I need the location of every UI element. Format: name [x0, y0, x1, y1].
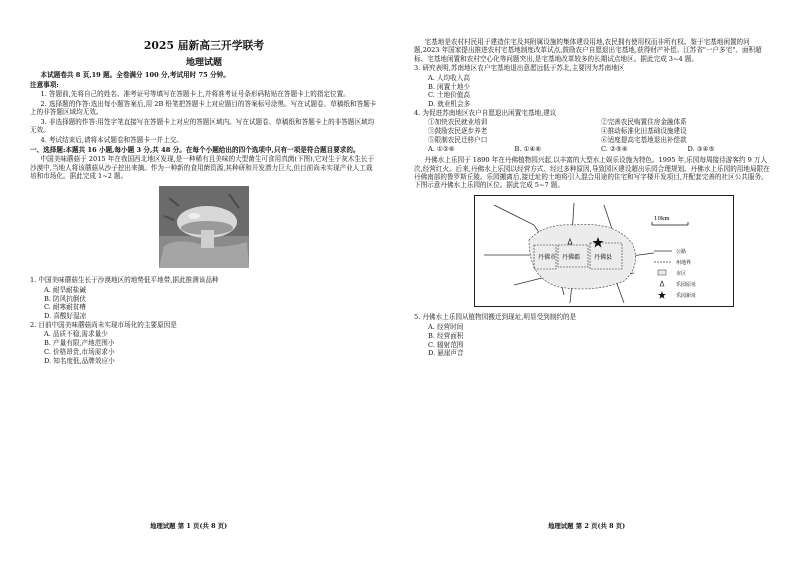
q4-option-a[interactable]: A. ①②⑥: [428, 144, 455, 153]
passage-homestead: 宅基地是农村村民用于建造住宅及其附属设施的集体建设用地,农民拥有使用权而非所有权。鉴于宅基地闲置的问题,2023 年国家提出推进农村宅基地制度改革试点,鼓励农户自愿退出宅基地,获得财产补偿。江苏省"一户多宅"、面积超标、宅基地闲置和农村空心化等问题突出,是宅基地改革较多的长期试点地区。据此完成 3~4 题。: [414, 38, 762, 63]
question-2: 2. 目前中国美味蘑菇尚未实现市场化的主要原因是: [30, 320, 177, 329]
q3-option-b[interactable]: B. 闲置土地少: [428, 82, 471, 91]
q4-statement-4: ④推动标准化田基础设施建设: [601, 127, 687, 136]
q4-options: [414, 145, 774, 154]
map-label-district-b: 丹佛郡: [562, 254, 581, 262]
q5-option-a[interactable]: A. 经营时间: [428, 323, 464, 332]
notes-heading: 注意事项:: [30, 80, 59, 89]
legend-old-site: 乐园原址: [676, 282, 697, 289]
q4-option-b[interactable]: B. ①④⑥: [514, 144, 542, 153]
water-park-location-map: [474, 195, 734, 307]
exam-subtitle: 地理试题: [185, 58, 222, 68]
q2-option-b[interactable]: B. 产量有限,产地范围小: [44, 339, 115, 348]
q2-option-c[interactable]: C. 价格昂贵,市场需求小: [44, 347, 115, 356]
map-label-district-a: 丹佛市: [538, 254, 557, 262]
q2-option-d[interactable]: D. 知名度低,品牌效应小: [44, 356, 115, 365]
q1-option-c[interactable]: C. 耐寒耐贫瘠: [44, 303, 86, 312]
note-3: 3. 非选择题的作答:用签字笔直接写在答题卡上对应的答题区域内。写在试题卷、草稿纸和答题卡上的非答题区域均无效。: [30, 118, 375, 135]
legend-new-site: 乐园新址: [676, 293, 697, 300]
q3-option-a[interactable]: A. 人均收入高: [428, 73, 470, 82]
q3-option-c[interactable]: C. 土地价值高: [428, 91, 470, 100]
note-4: 4. 考试结束后,请将本试题卷和答题卡一并上交。: [40, 136, 183, 145]
q4-statement-5: ⑤限制农民迁移户口: [428, 135, 488, 144]
mushroom-photo: [159, 186, 249, 268]
legend-boundary: 州地界: [676, 260, 692, 267]
q5-option-b[interactable]: B. 经营面积: [428, 331, 464, 340]
q1-option-a[interactable]: A. 耐旱耐盐碱: [44, 285, 86, 294]
exam-title: 2025 届新高三开学联考: [143, 39, 265, 52]
q4-option-c[interactable]: C. ②⑤⑥: [601, 144, 628, 153]
q3-option-d[interactable]: D. 就业机会多: [428, 100, 471, 109]
q4-statement-3: ③鼓励农民逐步养老: [428, 127, 488, 136]
page-2-footer: 地理试题 第 2 页(共 8 页): [548, 522, 626, 530]
q4-statement-1: ①加快农民就业培训: [428, 118, 488, 127]
section-heading: 一、选择题:本题共 16 小题,每小题 3 分,共 48 分。在每个小题给出的四个选项中,只有一项是符合题目要求的。: [30, 145, 360, 154]
passage-water-park: 丹佛水上乐园于 1890 年在丹佛植物园兴起,以丰富的大型水上娱乐设施为特色。1995 年,乐园每周接待游客约 9 万人次,经营红火。后来,丹佛水上乐园以经营方式、经过多种原因,导致园区建设超出乐园合理规划。丹佛水上乐园的用地局限在丹佛南部的鲁罗斯丘陵。乐园搬离后,接迁址的土地将引入混合用途的住宅和写字楼开发项目,并配套完善的社区公共服务。下图示意丹佛水上乐园的区位。据此完成 5~7 题。: [414, 156, 770, 190]
question-3: 3. 研究表明,苏南地区农户宅基地退出意愿远低于苏北,主要因为苏南地区: [414, 64, 625, 73]
page-1-footer: 地理试题 第 1 页(共 8 页): [150, 522, 228, 530]
legend-urban: 市区: [676, 271, 687, 278]
passage-mushroom: 中国美味蘑菇于 2015 年在我国西北地区发现,是一种稀有且美味的大型菌生可食用真菌(下图),它对生于灰木生长于沙漠中,当地人将该蘑菇从沙子挖出来摘。作为一种新的食用菌资源,其种研和开发潜力巨大,但目前尚未实现产业人工栽培和市场化。据此完成 1~2 题。: [30, 155, 375, 180]
q4-statement-2: ②完善农民购置住房金融体系: [601, 118, 687, 127]
exam-intro: 本试题卷共 8 页,19 题。全卷满分 100 分,考试用时 75 分钟。: [40, 71, 230, 79]
exam-page-2: [400, 0, 800, 566]
q5-option-c[interactable]: C. 辐射范围: [428, 340, 464, 349]
q4-statement-6: ⑥适度提高宅基地退出补偿款: [601, 135, 687, 144]
q4-statements: [414, 118, 774, 144]
q1-option-d[interactable]: D. 喜酸好湿凉: [44, 312, 87, 321]
note-1: 1. 答题前,先将自己的姓名、准考证号等填写在答题卡上,并将准考证号条形码粘贴在答题卡上的指定位置。: [40, 90, 350, 99]
legend-road: 公路: [676, 249, 687, 256]
note-2: 2. 选择题的作答:选出每小题答案后,用 2B 铅笔把答题卡上对应题目的答案标号涂黑。写在试题卷、草稿纸和答题卡上的非答题区域均无效。: [30, 100, 377, 117]
question-5: 5. 丹佛水上乐园从植物园搬迁到现址,明显受到制约的是: [414, 313, 577, 322]
q2-option-a[interactable]: A. 品质不稳,需求量少: [44, 330, 108, 339]
question-4: 4. 为促进苏南地区农户自愿退出闲置宅基地,建议: [414, 108, 557, 117]
map-label-district-c: 丹佛县: [594, 254, 613, 262]
q5-option-d[interactable]: D. 悬崖声音: [428, 349, 464, 358]
q4-option-d[interactable]: D. ③④⑤: [687, 144, 715, 153]
scale-label: 10km: [654, 216, 670, 223]
q1-option-b[interactable]: B. 防风抗倒伏: [44, 294, 87, 303]
question-1: 1. 中国美味蘑菇生长于沙漠地区的地势低平地带,据此推测该品种: [30, 276, 219, 285]
